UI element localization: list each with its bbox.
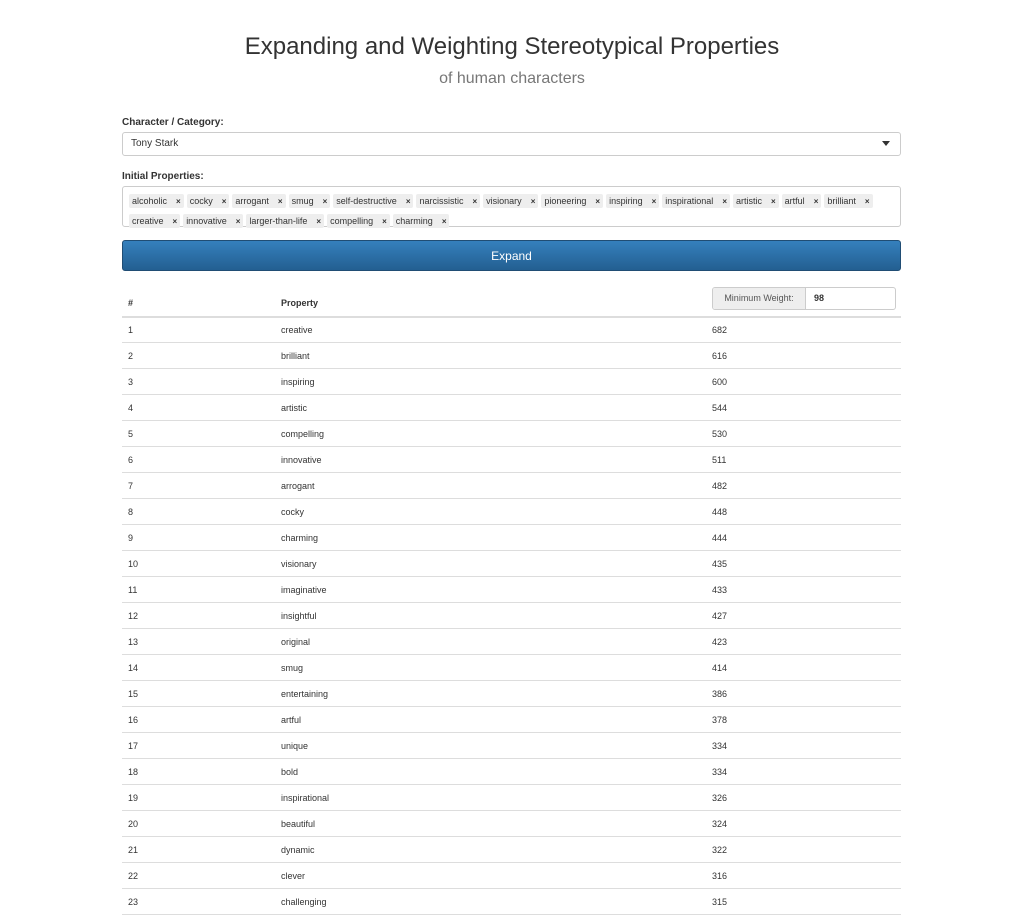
row-property: beautiful [281,819,316,829]
row-property: smug [281,663,304,673]
property-tag [541,194,603,208]
page-header [0,0,1024,89]
row-property: entertaining [281,689,329,699]
property-tag-label: smug [291,196,314,206]
remove-tag-icon[interactable]: × [813,197,819,206]
row-rank: 14 [128,663,139,673]
row-rank: 16 [128,715,139,725]
remove-tag-icon[interactable]: × [316,217,322,226]
character-select[interactable] [122,132,901,156]
row-property: original [281,637,311,647]
row-weight: 315 [712,897,728,907]
remove-tag-icon[interactable]: × [722,197,727,206]
property-tag [606,194,659,208]
page-subtitle: of human characters [439,70,585,87]
remove-tag-icon[interactable]: × [277,197,283,206]
table-header [122,286,901,318]
row-property: inspiring [281,377,315,387]
table-row [122,369,901,395]
remove-tag-icon[interactable]: × [530,197,536,206]
row-rank: 10 [128,559,139,569]
row-weight: 530 [712,429,728,439]
row-rank: 13 [128,637,139,647]
property-tag-label: alcoholic [132,196,168,206]
property-tag [393,214,450,228]
property-tag [183,214,243,228]
row-weight: 427 [712,611,728,621]
remove-tag-icon[interactable]: × [382,217,387,226]
remove-tag-icon[interactable]: × [651,197,657,206]
property-tag-label: innovative [186,216,227,226]
row-property: bold [281,767,299,777]
row-property: clever [281,871,306,881]
table-row [122,785,901,811]
remove-tag-icon[interactable]: × [172,217,178,226]
remove-tag-icon[interactable]: × [405,197,411,206]
row-weight: 414 [712,663,728,673]
row-rank: 2 [128,351,134,361]
page-title: Expanding and Weighting Stereotypical Properties [244,33,780,60]
property-tag [483,194,538,208]
property-tag-label: creative [132,216,164,226]
row-property: artistic [281,403,308,413]
table-row [122,551,901,577]
table-row [122,499,901,525]
table-row [122,837,901,863]
row-weight: 316 [712,871,728,881]
remove-tag-icon[interactable]: × [176,197,181,206]
minimum-weight-input[interactable]: 98 [814,293,825,303]
row-property: creative [281,325,313,335]
property-tag [232,194,285,208]
column-header-number: # [128,298,134,308]
property-tag-label: pioneering [544,196,587,206]
row-rank: 17 [128,741,139,751]
table-row [122,629,901,655]
row-rank: 20 [128,819,139,829]
property-tag [327,214,390,228]
row-rank: 21 [128,845,139,855]
property-tag-label: brilliant [827,196,856,206]
property-tag-label: narcissistic [419,196,464,206]
character-select-value: Tony Stark [131,138,179,149]
remove-tag-icon[interactable]: × [595,197,601,206]
table-row [122,577,901,603]
row-property: dynamic [281,845,315,855]
property-tag-label: charming [395,216,433,226]
row-rank: 4 [128,403,134,413]
table-row [122,395,901,421]
row-weight: 448 [712,507,728,517]
row-property: visionary [281,559,317,569]
property-tag-label: compelling [330,216,374,226]
property-tag [416,194,480,208]
row-weight: 511 [712,455,727,465]
row-weight: 616 [712,351,728,361]
property-tag [246,214,324,228]
row-weight: 435 [712,559,728,569]
row-rank: 9 [128,533,134,543]
row-weight: 378 [712,715,728,725]
row-rank: 3 [128,377,134,387]
column-header-property: Property [281,298,319,308]
table-row [122,707,901,733]
row-weight: 444 [712,533,728,543]
minimum-weight-label: Minimum Weight: [713,288,806,309]
properties-label: Initial Properties: [122,171,204,182]
property-tag [782,194,822,208]
remove-tag-icon[interactable]: × [771,197,776,206]
row-property: innovative [281,455,322,465]
remove-tag-icon[interactable]: × [322,197,328,206]
table-row [122,811,901,837]
row-rank: 23 [128,897,139,907]
row-property: insightful [281,611,317,621]
row-weight: 334 [712,741,728,751]
property-tag [662,194,730,208]
table-row [122,759,901,785]
property-tag-label: larger-than-life [249,216,308,226]
row-property: inspirational [281,793,330,803]
row-property: challenging [281,897,327,907]
remove-tag-icon[interactable]: × [221,197,227,206]
row-rank: 7 [128,481,134,491]
property-tag [289,194,331,208]
row-weight: 423 [712,637,728,647]
row-weight: 682 [712,325,728,335]
property-tag [333,194,413,208]
properties-tag-input[interactable] [122,186,901,227]
table-row [122,317,901,343]
remove-tag-icon[interactable]: × [441,217,447,226]
tag-list [129,191,895,231]
row-weight: 433 [712,585,728,595]
row-rank: 8 [128,507,134,517]
row-property: compelling [281,429,325,439]
row-rank: 18 [128,767,139,777]
row-property: brilliant [281,351,310,361]
row-rank: 15 [128,689,139,699]
row-weight: 600 [712,377,728,387]
property-tag-label: arrogant [235,196,269,206]
row-weight: 324 [712,819,728,829]
row-property: imaginative [281,585,327,595]
property-tag-label: artful [784,196,805,206]
row-property: unique [281,741,309,751]
row-rank: 6 [128,455,134,465]
row-weight: 334 [712,767,728,777]
row-rank: 19 [128,793,139,803]
row-weight: 386 [712,689,728,699]
table-row [122,525,901,551]
row-property: cocky [281,507,305,517]
table-row [122,473,901,499]
property-tag-label: cocky [189,196,213,206]
property-tag-label: inspirational [665,196,714,206]
table-row [122,889,901,915]
caret-down-icon [882,141,890,146]
row-property: charming [281,533,319,543]
row-property: artful [281,715,302,725]
row-rank: 5 [128,429,134,439]
property-tag [129,214,180,228]
table-row [122,733,901,759]
property-tag [129,194,184,208]
property-tag [733,194,779,208]
row-rank: 22 [128,871,139,881]
table-row [122,863,901,889]
table-row [122,681,901,707]
remove-tag-icon[interactable]: × [235,217,241,226]
character-label: Character / Category: [122,117,224,128]
property-tag [824,194,872,208]
row-property: arrogant [281,481,315,491]
property-tag-label: visionary [486,196,522,206]
row-rank: 11 [128,585,138,595]
minimum-weight-group [712,287,896,310]
table-row [122,603,901,629]
table-row [122,447,901,473]
expand-button[interactable]: Expand [122,240,901,271]
table-row [122,421,901,447]
remove-tag-icon[interactable]: × [472,197,478,206]
row-weight: 482 [712,481,728,491]
property-tag-label: inspiring [609,196,643,206]
row-rank: 1 [128,325,134,335]
table-row [122,655,901,681]
row-weight: 322 [712,845,728,855]
remove-tag-icon[interactable]: × [864,197,870,206]
row-weight: 326 [712,793,728,803]
property-tag-label: self-destructive [336,196,397,206]
table-row [122,343,901,369]
row-weight: 544 [712,403,728,413]
property-tag-label: artistic [735,196,762,206]
results-table-body [122,317,901,915]
property-tag [187,194,230,208]
row-rank: 12 [128,611,139,621]
